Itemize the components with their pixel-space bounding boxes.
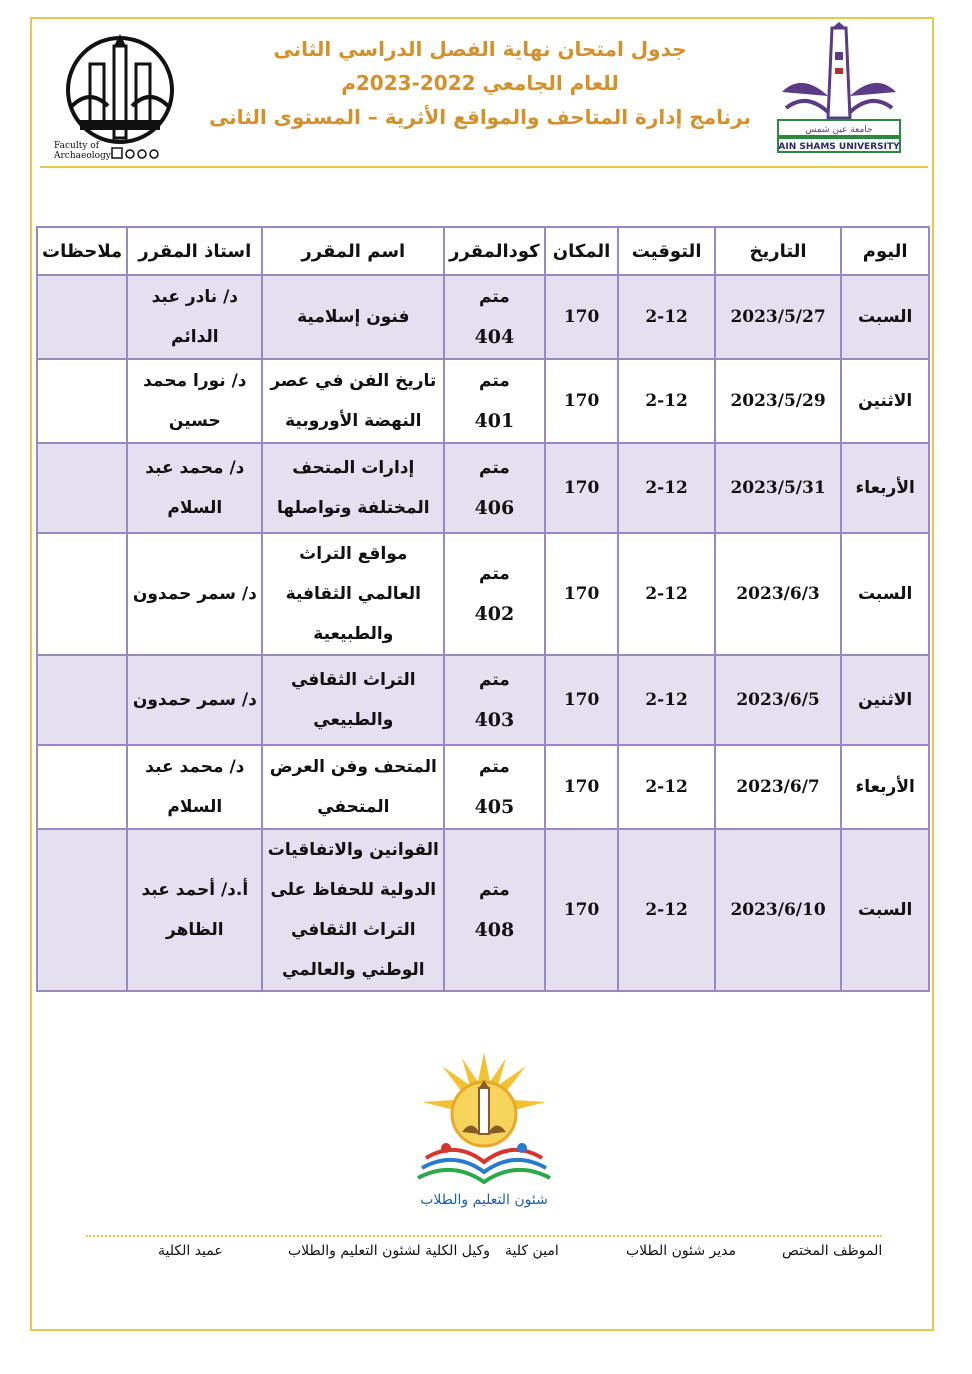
university-logo-text: AIN SHAMS UNIVERSITY [778,142,900,152]
cell-day: السبت [841,533,929,655]
code-prefix: متم [479,371,510,391]
header-title: جدول امتحان نهاية الفصل الدراسي الثانى [273,37,687,61]
cell-instructor: د/ سمر حمدون [127,655,262,745]
table-row [37,829,929,991]
header-academic-year: للعام الجامعي 2022-2023م [341,71,619,95]
cell-date: 2023/5/29 [715,359,842,443]
cell-code [444,655,545,745]
cell-notes [37,655,127,745]
code-prefix: متم [479,287,510,307]
col-header-day: اليوم [841,227,929,275]
cell-code [444,443,545,533]
header-program: برنامج إدارة المتاحف والمواقع الأثرية – المستوى الثانى [208,105,752,129]
code-number: 404 [474,326,515,348]
col-header-place: المكان [545,227,619,275]
col-header-instructor: استاذ المقرر [127,227,262,275]
code-prefix: متم [479,880,510,900]
cell-notes [37,745,127,829]
footer-divider [86,1235,882,1237]
cell-date: 2023/6/10 [715,829,842,991]
cell-time: 2-12 [618,359,714,443]
cell-place: 170 [545,533,619,655]
svg-text:جامعة عين شمس: جامعة عين شمس [805,125,873,135]
cell-time: 2-12 [618,275,714,359]
cell-course: مواقع التراث العالمي الثقافية والطبيعية [262,533,444,655]
cell-day: السبت [841,275,929,359]
col-header-time: التوقيت [618,227,714,275]
signature-dean: عميد الكلية [158,1243,223,1259]
cell-code [444,275,545,359]
cell-instructor: د/ نورا محمد حسين [127,359,262,443]
signature-vice-dean: وكيل الكلية لشئون التعليم والطلاب [288,1243,491,1259]
cell-course: إدارات المتحف المختلفة وتواصلها [262,443,444,533]
cell-day: الاثنين [841,359,929,443]
cell-course: المتحف وفن العرض المتحفي [262,745,444,829]
cell-time: 2-12 [618,745,714,829]
cell-course: فنون إسلامية [262,275,444,359]
cell-notes [37,359,127,443]
cell-day: الاثنين [841,655,929,745]
cell-instructor: د/ سمر حمدون [127,533,262,655]
cell-date: 2023/5/27 [715,275,842,359]
code-number: 406 [474,497,515,519]
cell-instructor: د/ نادر عبد الدائم [127,275,262,359]
table-header-row [37,227,929,275]
code-prefix: متم [479,458,510,478]
cell-code [444,359,545,443]
header-divider [40,166,928,168]
code-number: 401 [474,410,515,432]
cell-time: 2-12 [618,443,714,533]
cell-place: 170 [545,275,619,359]
signature-officer: الموظف المختص [782,1243,883,1259]
faculty-logo-text-2: Archaeology [54,151,111,161]
cell-course: التراث الثقافي والطبيعي [262,655,444,745]
table-row [37,275,929,359]
code-prefix: متم [479,670,510,690]
ain-shams-university-logo [772,22,906,158]
cell-course: القوانين والاتفاقيات الدولية للحفاظ على التراث الثقافي الوطني والعالمي [262,829,444,991]
cell-instructor: أ.د/ أحمد عبد الظاهر [127,829,262,991]
cell-place: 170 [545,443,619,533]
col-header-code: كودالمقرر [444,227,545,275]
cell-place: 170 [545,359,619,443]
bottom-logo-text: شئون التعليم والطلاب [420,1192,548,1208]
header-title-block [190,32,770,134]
cell-instructor: د/ محمد عبد السلام [127,443,262,533]
code-number: 405 [474,796,515,818]
cell-code [444,829,545,991]
cell-date: 2023/6/7 [715,745,842,829]
cell-day: السبت [841,829,929,991]
faculty-of-archaeology-logo [50,24,190,164]
cell-time: 2-12 [618,533,714,655]
col-header-course: اسم المقرر [262,227,444,275]
cell-notes [37,275,127,359]
table-row [37,655,929,745]
cell-code [444,533,545,655]
col-header-notes: ملاحظات [37,227,127,275]
cell-notes [37,829,127,991]
cell-date: 2023/6/5 [715,655,842,745]
exam-schedule-table [36,226,930,992]
cell-time: 2-12 [618,655,714,745]
code-number: 408 [474,919,515,941]
code-prefix: متم [479,757,510,777]
cell-place: 170 [545,655,619,745]
cell-code [444,745,545,829]
cell-instructor: د/ محمد عبد السلام [127,745,262,829]
signature-faculty-secretary: امين كلية [505,1243,559,1259]
cell-date: 2023/5/31 [715,443,842,533]
col-header-date: التاريخ [715,227,842,275]
cell-notes [37,533,127,655]
cell-day: الأربعاء [841,745,929,829]
cell-date: 2023/6/3 [715,533,842,655]
cell-notes [37,443,127,533]
table-row [37,443,929,533]
cell-day: الأربعاء [841,443,929,533]
cell-place: 170 [545,829,619,991]
cell-time: 2-12 [618,829,714,991]
table-row [37,533,929,655]
table-row [37,745,929,829]
cell-course: تاريخ الفن في عصر النهضة الأوروبية [262,359,444,443]
cell-place: 170 [545,745,619,829]
code-prefix: متم [479,564,510,584]
code-number: 403 [474,709,515,731]
code-number: 402 [474,603,515,625]
faculty-logo-text-1: Faculty of [54,141,100,151]
table-row [37,359,929,443]
student-affairs-logo [406,1052,562,1212]
signature-student-affairs-manager: مدير شئون الطلاب [626,1243,737,1259]
